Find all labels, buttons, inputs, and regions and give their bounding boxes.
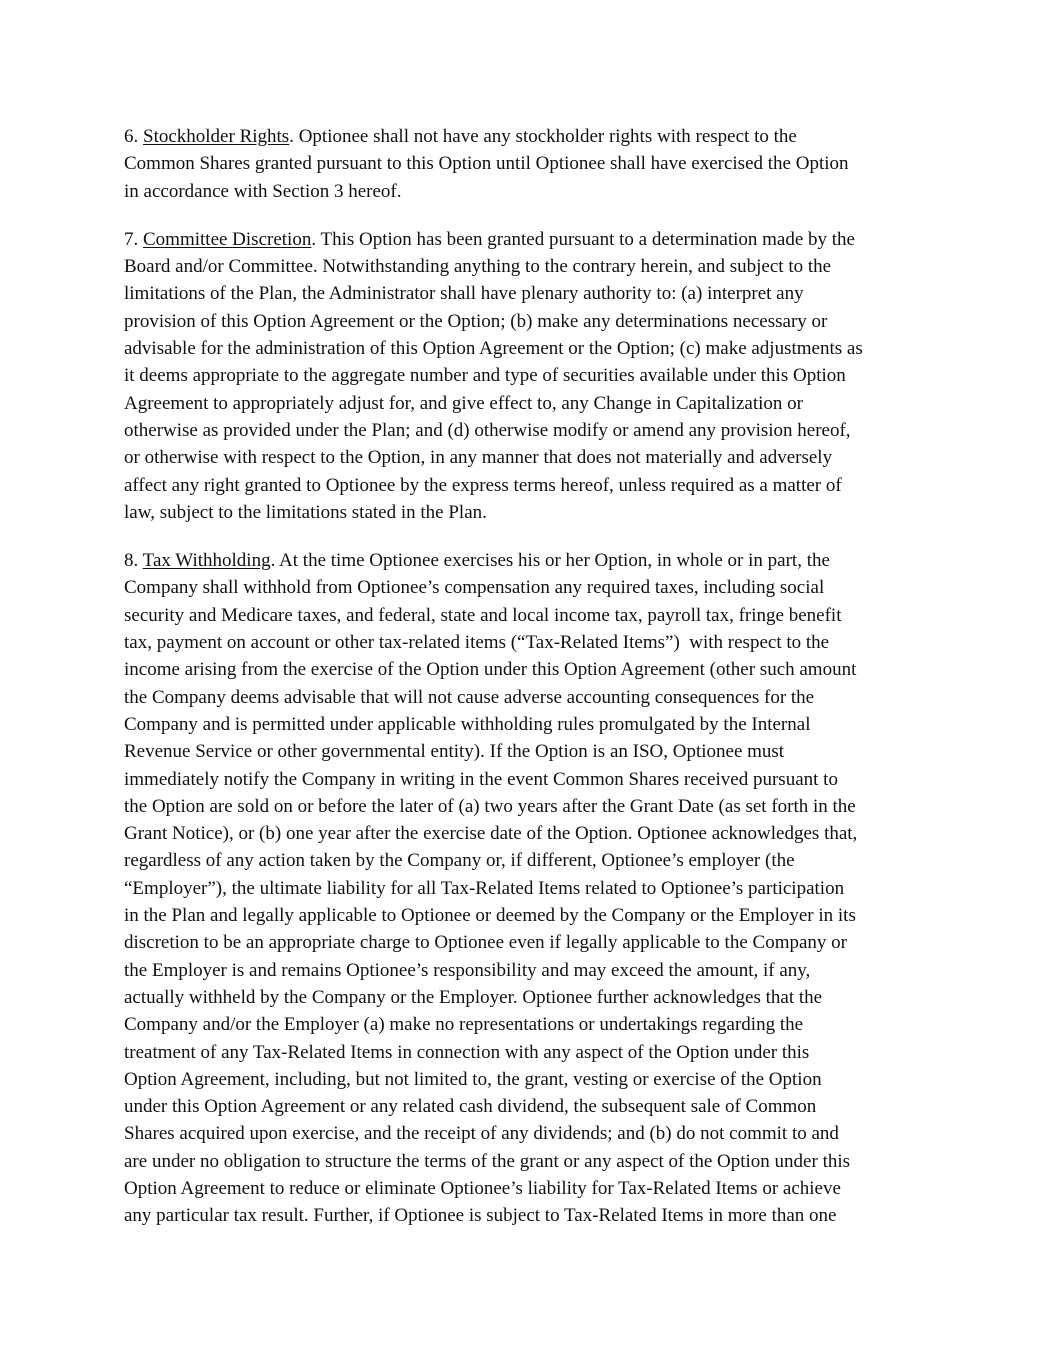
section-number: 7. <box>124 228 139 250</box>
text-line: provision of this Option Agreement or the Option; (b) make any determinations necessary or <box>124 310 828 332</box>
text-line-rest: . At the time Optionee exercises his or her Option, in whole or in part, the <box>270 550 830 572</box>
section-tax-withholding <box>124 547 932 1229</box>
text-line: affect any right granted to Optionee by the express terms hereof, unless required as a matter of <box>124 474 842 496</box>
text-line: Option Agreement to reduce or eliminate Optionee’s liability for Tax-Related Items or achieve <box>124 1177 841 1199</box>
text-line: “Employer”), the ultimate liability for all Tax-Related Items related to Optionee’s participation <box>124 877 845 899</box>
text-line: the Company deems advisable that will not cause adverse accounting consequences for the <box>124 686 815 708</box>
text-line: otherwise as provided under the Plan; and (d) otherwise modify or amend any provision hereof, <box>124 419 851 441</box>
document-body <box>124 123 932 1251</box>
text-line-rest: . Optionee shall not have any stockholder rights with respect to the <box>289 126 797 147</box>
text-line: limitations of the Plan, the Administrator shall have plenary authority to: (a) interpret any <box>124 283 804 305</box>
text-line: it deems appropriate to the aggregate number and type of securities available under this Option <box>124 365 846 387</box>
text-line <box>124 226 932 253</box>
text-line: Board and/or Committee. Notwithstanding anything to the contrary herein, and subject to the <box>124 256 832 278</box>
text-line: Shares acquired upon exercise, and the receipt of any dividends; and (b) do not commit to and <box>124 1123 839 1145</box>
text-line: Company shall withhold from Optionee’s compensation any required taxes, including social <box>124 577 825 599</box>
text-line: any particular tax result. Further, if Optionee is subject to Tax-Related Items in more than one <box>124 1205 837 1227</box>
text-line: security and Medicare taxes, and federal, state and local income tax, payroll tax, fringe benefit <box>124 604 842 626</box>
text-line: Common Shares granted pursuant to this Option until Optionee shall have exercised the Option <box>124 153 849 175</box>
section-committee-discretion <box>124 226 932 526</box>
text-line: advisable for the administration of this Option Agreement or the Option; (c) make adjustments as <box>124 338 863 360</box>
text-line-rest: . This Option has been granted pursuant to a determination made by the <box>311 228 855 250</box>
text-line: discretion to be an appropriate charge to Optionee even if legally applicable to the Company or <box>124 932 847 954</box>
text-line: income arising from the exercise of the Option under this Option Agreement (other such amount <box>124 659 857 681</box>
text-line: the Employer is and remains Optionee’s responsibility and may exceed the amount, if any, <box>124 959 811 981</box>
text-line: in accordance with Section 3 hereof. <box>124 180 402 202</box>
text-line: law, subject to the limitations stated in the Plan. <box>124 501 487 523</box>
section-number: 8. <box>124 550 139 572</box>
text-line <box>124 547 932 574</box>
text-line: treatment of any Tax-Related Items in connection with any aspect of the Option under this <box>124 1041 810 1063</box>
section-heading: Committee Discretion <box>143 228 312 250</box>
section-heading: Tax Withholding <box>142 550 271 572</box>
text-line: Grant Notice), or (b) one year after the exercise date of the Option. Optionee acknowledges that, <box>124 823 858 845</box>
text-line: Option Agreement, including, but not limited to, the grant, vesting or exercise of the Option <box>124 1068 822 1090</box>
text-line: Company and/or the Employer (a) make no representations or undertakings regarding the <box>124 1014 804 1036</box>
text-line: under this Option Agreement or any related cash dividend, the subsequent sale of Common <box>124 1096 817 1118</box>
text-line: or otherwise with respect to the Option, in any manner that does not materially and adversely <box>124 447 833 469</box>
text-line: in the Plan and legally applicable to Optionee or deemed by the Company or the Employer in its <box>124 905 856 927</box>
text-line: actually withheld by the Company or the Employer. Optionee further acknowledges that the <box>124 986 823 1008</box>
text-line: are under no obligation to structure the terms of the grant or any aspect of the Option under this <box>124 1150 851 1172</box>
text-line: the Option are sold on or before the later of (a) two years after the Grant Date (as set forth in the <box>124 795 856 817</box>
text-line <box>124 123 932 150</box>
section-number: 6. <box>124 126 139 147</box>
text-line: Revenue Service or other governmental entity). If the Option is an ISO, Optionee must <box>124 741 785 763</box>
section-stockholder-rights <box>124 123 932 205</box>
text-line: Agreement to appropriately adjust for, and give effect to, any Change in Capitalization or <box>124 392 803 414</box>
text-line: regardless of any action taken by the Company or, if different, Optionee’s employer (the <box>124 850 795 872</box>
section-heading: Stockholder Rights <box>143 126 290 147</box>
text-line: immediately notify the Company in writing in the event Common Shares received pursuant to <box>124 768 838 790</box>
text-line: Company and is permitted under applicable withholding rules promulgated by the Internal <box>124 713 811 735</box>
text-line: tax, payment on account or other tax-related items (“Tax-Related Items”) with respect to the <box>124 632 830 654</box>
